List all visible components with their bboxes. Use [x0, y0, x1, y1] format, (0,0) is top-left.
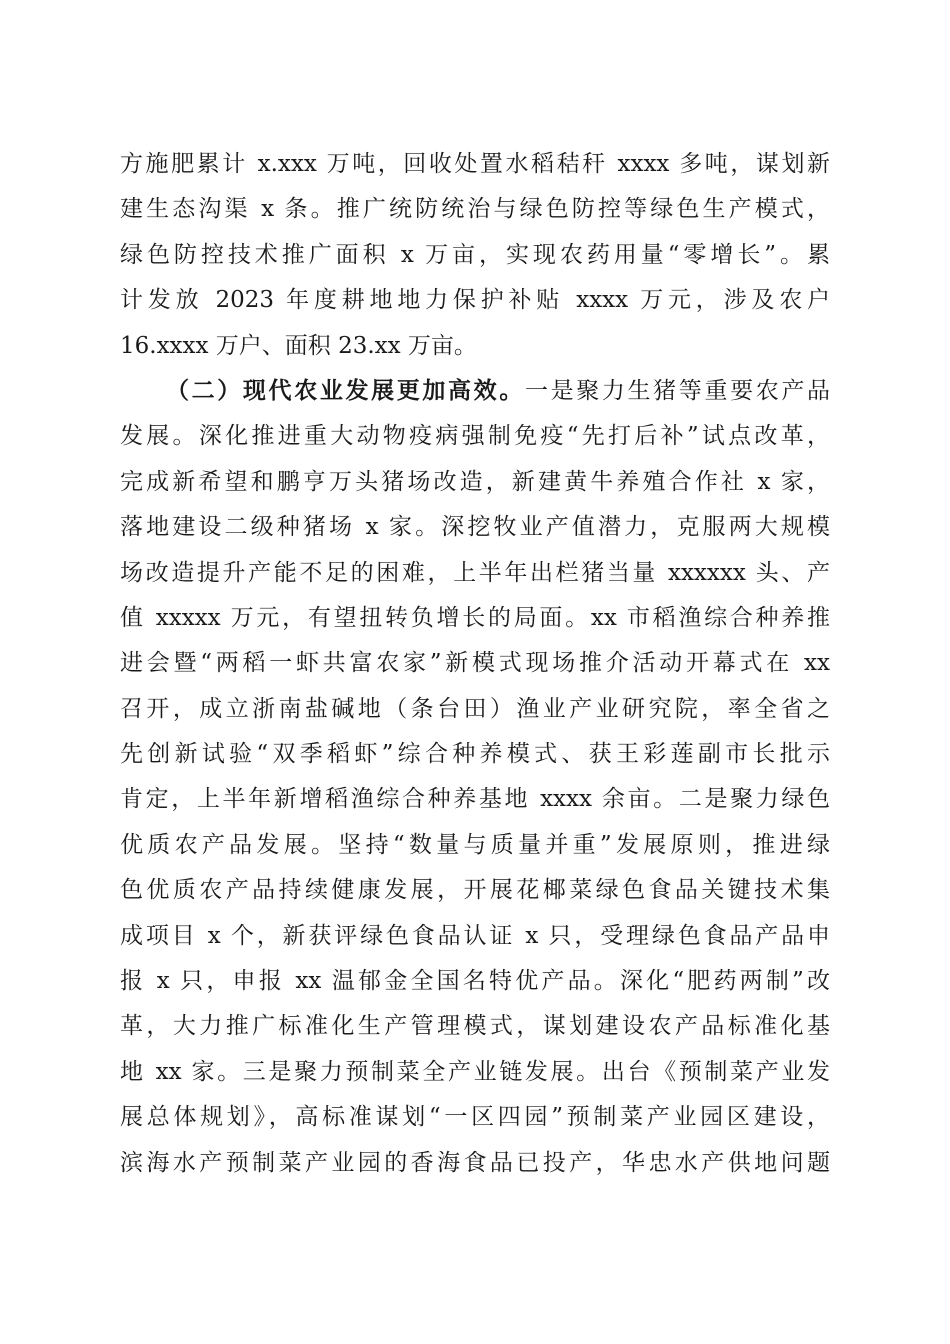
text-line: 色优质农产品持续健康发展，开展花椰菜绿色食品关键技术集	[120, 877, 830, 904]
text-line: 场改造提升产能不足的困难，上半年出栏猪当量 xxxxxx 头、产	[120, 559, 830, 586]
paragraph-section-two	[120, 369, 830, 1186]
section-heading: （二）现代农业发展更加高效。	[166, 377, 525, 404]
text-line: 进会暨“两稻一虾共富农家”新模式现场推介活动开幕式在 xx	[120, 650, 830, 677]
text-line-first	[120, 369, 830, 414]
text-line: 落地建设二级种猪场 x 家。深挖牧业产值潜力，克服两大规模	[120, 514, 830, 541]
text-line: 报 x 只，申报 xx 温郁金全国名特优产品。深化“肥药两制”改	[120, 968, 830, 995]
text-line: 计发放 2023 年度耕地地力保护补贴 xxxx 万元，涉及农户	[120, 287, 830, 314]
text-line: 召开，成立浙南盐碱地（条台田）渔业产业研究院，率全省之	[120, 695, 830, 722]
text-line: 建生态沟渠 x 条。推广统防统治与绿色防控等绿色生产模式，	[120, 196, 830, 223]
text-line: 肯定，上半年新增稻渔综合种养基地 xxxx 余亩。二是聚力绿色	[120, 786, 830, 813]
text-line: 革，大力推广标准化生产管理模式，谋划建设农产品标准化基	[120, 1013, 830, 1040]
text-line: 滨海水产预制菜产业园的香海食品已投产，华忠水产供地问题	[120, 1149, 830, 1176]
text-line: 方施肥累计 x.xxx 万吨，回收处置水稻秸秆 xxxx 多吨，谋划新	[120, 151, 830, 177]
paragraph-continued	[120, 142, 830, 369]
text-line: 成项目 x 个，新获评绿色食品认证 x 只，受理绿色食品产品申	[120, 922, 830, 949]
text-line: 优质农产品发展。坚持“数量与质量并重”发展原则，推进绿	[120, 831, 830, 858]
text-line: 展总体规划》，高标准谋划“一区四园”预制菜产业园区建设，	[120, 1104, 830, 1131]
section-first-line-text: 一是聚力生猪等重要农产品	[524, 377, 830, 404]
text-line: 值 xxxxx 万元，有望扭转负增长的局面。xx 市稻渔综合种养推	[120, 604, 830, 631]
text-line: 发展。深化推进重大动物疫病强制免疫“先打后补”试点改革，	[120, 423, 830, 450]
text-line: 完成新希望和鹏亨万头猪场改造，新建黄牛养殖合作社 x 家，	[120, 468, 830, 495]
text-line: 先创新试验“双季稻虾”综合种养模式、获王彩莲副市长批示	[120, 741, 830, 768]
text-line: 16.xxxx 万户、面积 23.xx 万亩。	[120, 332, 477, 359]
text-line: 绿色防控技术推广面积 x 万亩，实现农药用量“零增长”。累	[120, 241, 830, 268]
body-text	[120, 142, 830, 1186]
text-line: 地 xx 家。三是聚力预制菜全产业链发展。出台《预制菜产业发	[120, 1058, 830, 1085]
